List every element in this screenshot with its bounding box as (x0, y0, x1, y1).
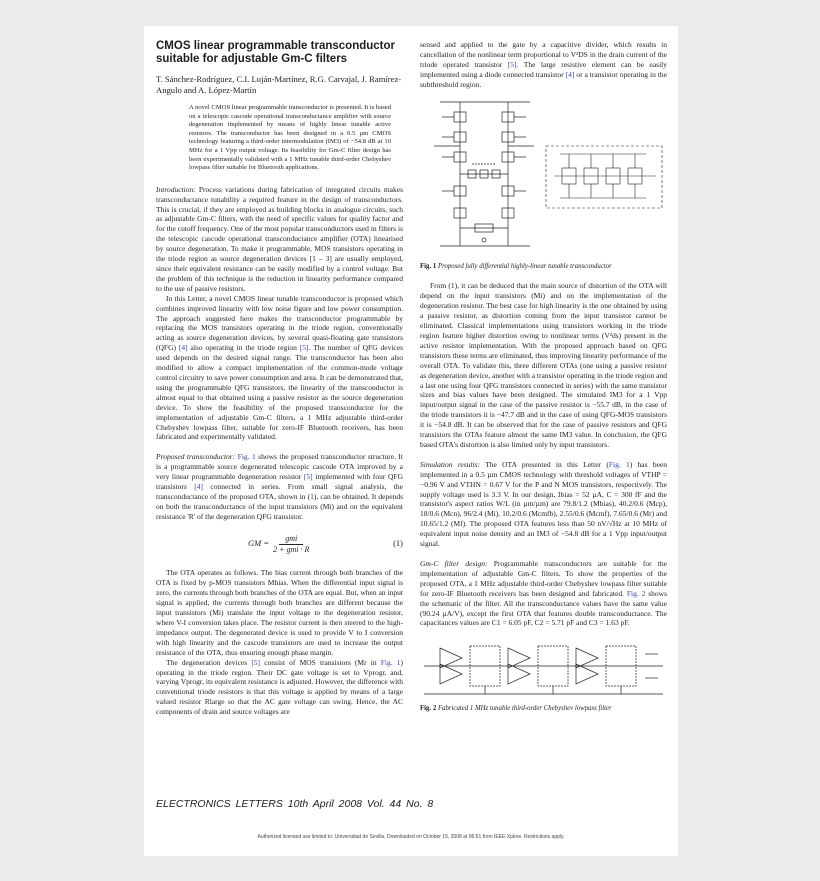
figure-2-caption (420, 704, 667, 714)
degeneration-text-a: The degeneration devices (166, 657, 248, 667)
degeneration-text-b: consist of MOS transistors (Mr in (264, 657, 377, 667)
figure-2-caption-text: Fabricated 1 MHz tunable third-order Chebyshev lowpass filter (437, 705, 612, 713)
intro-paragraph-2 (156, 294, 403, 443)
intro-text-2b: also operating in the triode region (190, 343, 297, 353)
degeneration-paragraph (156, 658, 403, 717)
fig-link[interactable]: Fig. 1 (380, 657, 401, 667)
gmc-text-a: Programmable transconductors are suitable for the implementation of adjustable Gm-C filters. To show the properties of the proposed OTA, a 1 MHz adjustable third-order Chebyshev lowpass filter suitable for zero-IF Bluetooth receivers has been designed and fabricated. (420, 559, 668, 598)
proposed-text-b: implemented with four QFG transistors (156, 472, 403, 492)
abstract: A novel CMOS linear programmable transconductor is presented. It is based on a telescopic cascode operational transconductance amplifier with source degeneration implemented by means of highly linear tunable active resistors. The transconductor has been designed in a 0.5 µm CMOS technology featuring a third-order intermodulation (IM3) of −54.8 dB at 10 MHz for a 1 Vpp output voltage. Its feasibility for Gm-C filter design has been experimentally validated with a 1 MHz tunable third-order Chebyshev lowpass filter suitable for Bluetooth applications. (189, 104, 391, 172)
ref-link[interactable]: [5] (251, 657, 261, 667)
proposed-text-a: shows the proposed transconductor structure. It is a programmable source degenerated telescopic cascode OTA improved by a very linear programmable degeneration resistor (156, 452, 403, 482)
paper-page (144, 26, 678, 856)
operation-paragraph: The OTA operates as follows. The bias current through both branches of the OTA is fixed by p-MOS transistors Mbias. When the differential input signal is zero, the currents through both branches of the OTA are equal. But, when an input signal is applied, the currents through both branches are different because the input transistors (Mi) translate the input voltage to the degeneration resistor, where V-I conversion takes place. The resistor current is then steered to the high-impedance output. The degenerated device is used to provide V to I conversion with high linearity and the cascode transistors are used to increase the output resistance of the OTA, thus ensuring enough phase margin. (156, 568, 403, 657)
ref-link[interactable]: [5] (299, 343, 309, 353)
fig-link[interactable]: Fig. 1 (237, 452, 256, 462)
ref-link[interactable]: [4] (194, 482, 203, 492)
figure-1-caption-text: Proposed fully differential highly-linear tunable transconductor (437, 262, 612, 270)
right-column (420, 40, 667, 724)
simulation-heading: Simulation results: (420, 459, 481, 469)
equation-numerator: gmi (279, 534, 303, 545)
journal-footer: ELECTRONICS LETTERS 10th April 2008 Vol. 44 No. 8 (156, 798, 434, 810)
fig-link[interactable]: Fig. 1 (608, 459, 630, 469)
intro-paragraph (156, 185, 403, 294)
gmc-text-b: shows the schematic of the filter. All the transconductance values have the same value (90.24 µA/V), except the first OTA that features double transconductance. The capacitances values are C1 = 6.05 pF, C2 = 5.71 pF and C3 = 1.63 pF. (420, 588, 667, 628)
simulation-text-a: The OTA presented in this Letter ( (485, 459, 609, 469)
proposed-heading: Proposed transconductor: (156, 452, 236, 462)
ref-link[interactable]: [5] (303, 472, 313, 482)
paper-title: CMOS linear programmable transconductor suitable for adjustable Gm-C filters (156, 40, 395, 65)
continuation-text-c: or a transistor operating in the subthreshold region. (420, 69, 668, 89)
gmc-heading: Gm-C filter design: (420, 559, 488, 568)
equation-lhs: GM = (248, 538, 270, 549)
simulation-text-b: ) has been implemented in a 0.5 µm CMOS technology with threshold voltages of VTHP = −0.96 V and VTHN = 0.67 V for the P and N MOS transistors, respectively. The supply voltage used is 3.3 V. In our design, Ibias = 52 µA, C = 300 fF and the transistor's aspect ratios W/L (in µm/µm) are 79.8/1.2 (Mbias), 40.2/0.6 (Mcp), 18/0.6 (Mcn), 96/2.4 (Mi), 10.2/0.6 (Mcmfb), 2.55/0.6 (Mcmf), 7.65/0.6 (Mr) and 10.65/1.2 (Mf). The proposed OTA features less than 50 nV/√Hz at 10 MHz of equivalent input noise density and an IM3 of −54.8 dB for a 1 Vpp input/output signal. (420, 459, 667, 549)
continuation-text-b: . The large resistive element can be easily implemented using a diode connected transistor (420, 59, 667, 79)
figure-1-caption (420, 262, 667, 272)
intro-text: Process variations during fabrication of integrated circuits makes transconductance tunability a required feature in the design of transconductors. This is crucial, if they are employed as building blocks in analogue circuits, such as adjustable Gm-C filters, with the need of specific values for quality factor and for the cutoff frequency. One of the most popular transconductors used in filters is the telescopic cascode operational transconductance amplifier (OTA) linearised by source degeneration. To make it programmable, MOS transistors operating in the triode region as source degeneration devices [1 – 3] are usually employed, since their equivalent resistance can be easily modified by a control voltage. But the problem of this technique is the reduction in linearity performance compared to the use of passive resistors. (156, 184, 403, 293)
proposed-paragraph (156, 452, 403, 521)
simulation-paragraph (420, 460, 667, 549)
figure-1-label: Fig. 1 (420, 262, 437, 270)
distortion-paragraph: From (1), it can be deduced that the main source of distortion of the OTA will depend on the input transistors (Mi) and on the implementation of the degeneration resistor. The best case for high linearity is the one obtained by using a passive resistor, as distortion coming from the input transistor cannot be eliminated. Classical implementations using transistors working in the triode region feature higher distortion owing to nonlinear terms (V²ds) present in the active resistor implementation. With the proposed approach based on QFG transistors these terms are eliminated, thus improving linearity performance of the overall OTA. To validate this, three different OTAs (one using a passive resistor as degeneration device, another with a transistor operating in the triode region and a last one using four QFG transistors connected in series) with the same transistor sizes and bias values have been designed. The simulated IM3 for a 1 Vpp input/output signal in the case of the passive resistor is −55.7 dB, in the case of the triode transistors it is −47.7 dB and in the case of using QFG-MOS transistors it is −54.8 dB. It can be observed that for the case of passive resistors and QFG transistors the OTAs feature almost the same IM3 value. In conclusion, the QFG based OTA's distortion is also limited only by input transistors. (420, 281, 667, 449)
left-column (156, 40, 403, 717)
equation-1 (156, 534, 403, 555)
license-note: Authorized licensed use limited to: Universidad de Sevilla. Downloaded on October 15, 2008 at 06:51 from IEEE Xplore. Restrictions apply. (257, 834, 565, 840)
degeneration-text-c: ) operating in the triode region. Their DC gate voltage is set to Vprogr, and, varying Vprogr, its equivalent resistance is adjusted. However, the difference with conventional triode resistors is that this voltage is applied by means of a large valued resistor Rlarge so that the AC gate voltage can swing. Hence, the AC components of drain and source voltages are (156, 657, 403, 717)
equation-number: (1) (393, 538, 403, 549)
continuation-paragraph (420, 40, 667, 90)
transconductor-schematic (420, 96, 667, 256)
fig-link[interactable]: Fig. 2 (626, 588, 646, 598)
figure-2-label: Fig. 2 (420, 705, 437, 713)
figure-1-schematic (420, 96, 667, 256)
intro-text-2a: In this Letter, a novel CMOS linear tunable transconductor is proposed which combines improved linearity with low noise figure and low power consumption. The approach suggested here makes the transconductor programmable by replacing the MOS transistors operating in the triode region, conventionally acting as source degeneration devices, by several quasi-floating gate transistors (QFG) (156, 293, 403, 353)
figure-2-filter (420, 634, 667, 698)
intro-heading: Introduction: (156, 184, 196, 194)
filter-schematic (420, 634, 667, 698)
ref-link[interactable]: [4] (178, 343, 188, 353)
continuation-text-a: sensed and applied to the gate by a capacitive divider, which results in cancellation of the nonlinear term proportional to V²DS in the drain current of the triode operated transistor (420, 40, 667, 69)
ref-link[interactable]: [5] (507, 59, 517, 69)
paper-authors: T. Sánchez-Rodríguez, C.I. Luján-Martínez, R.G. Carvajal, J. Ramírez-Angulo and A. López-Martín (156, 74, 402, 95)
equation-denominator: 2 + gmi · R (273, 544, 310, 554)
proposed-text-c: connected in series. From small signal analysis, the transconductance of the proposed OTA, shown in (1), can be obtained. It depends on both the transconductance of the input transistors (Mi) and on the equivalent resistance 'R' of the degeneration QFG transistor. (156, 482, 404, 521)
intro-text-2c: . The number of QFG devices used depends on the desired signal range. The transconductor has been also modified to allow a compact implementation of the common-mode voltage control circuitry to save power consumption and area. It can be demonstrated that, using the programmable QFG transistors, the linearity of the transconductor is almost equal to that obtained using a passive resistor as the source degeneration device. To show the feasibility of the proposed transconductor for the implementation of adjustable Gm-C filters, a 1 MHz adjustable third-order Chebyshev lowpass filter, suitable for zero-IF Bluetooth receivers, has been fabricated and experimentally validated. (156, 343, 403, 442)
ref-link[interactable]: [4] (565, 69, 575, 79)
gmc-paragraph (420, 559, 667, 628)
